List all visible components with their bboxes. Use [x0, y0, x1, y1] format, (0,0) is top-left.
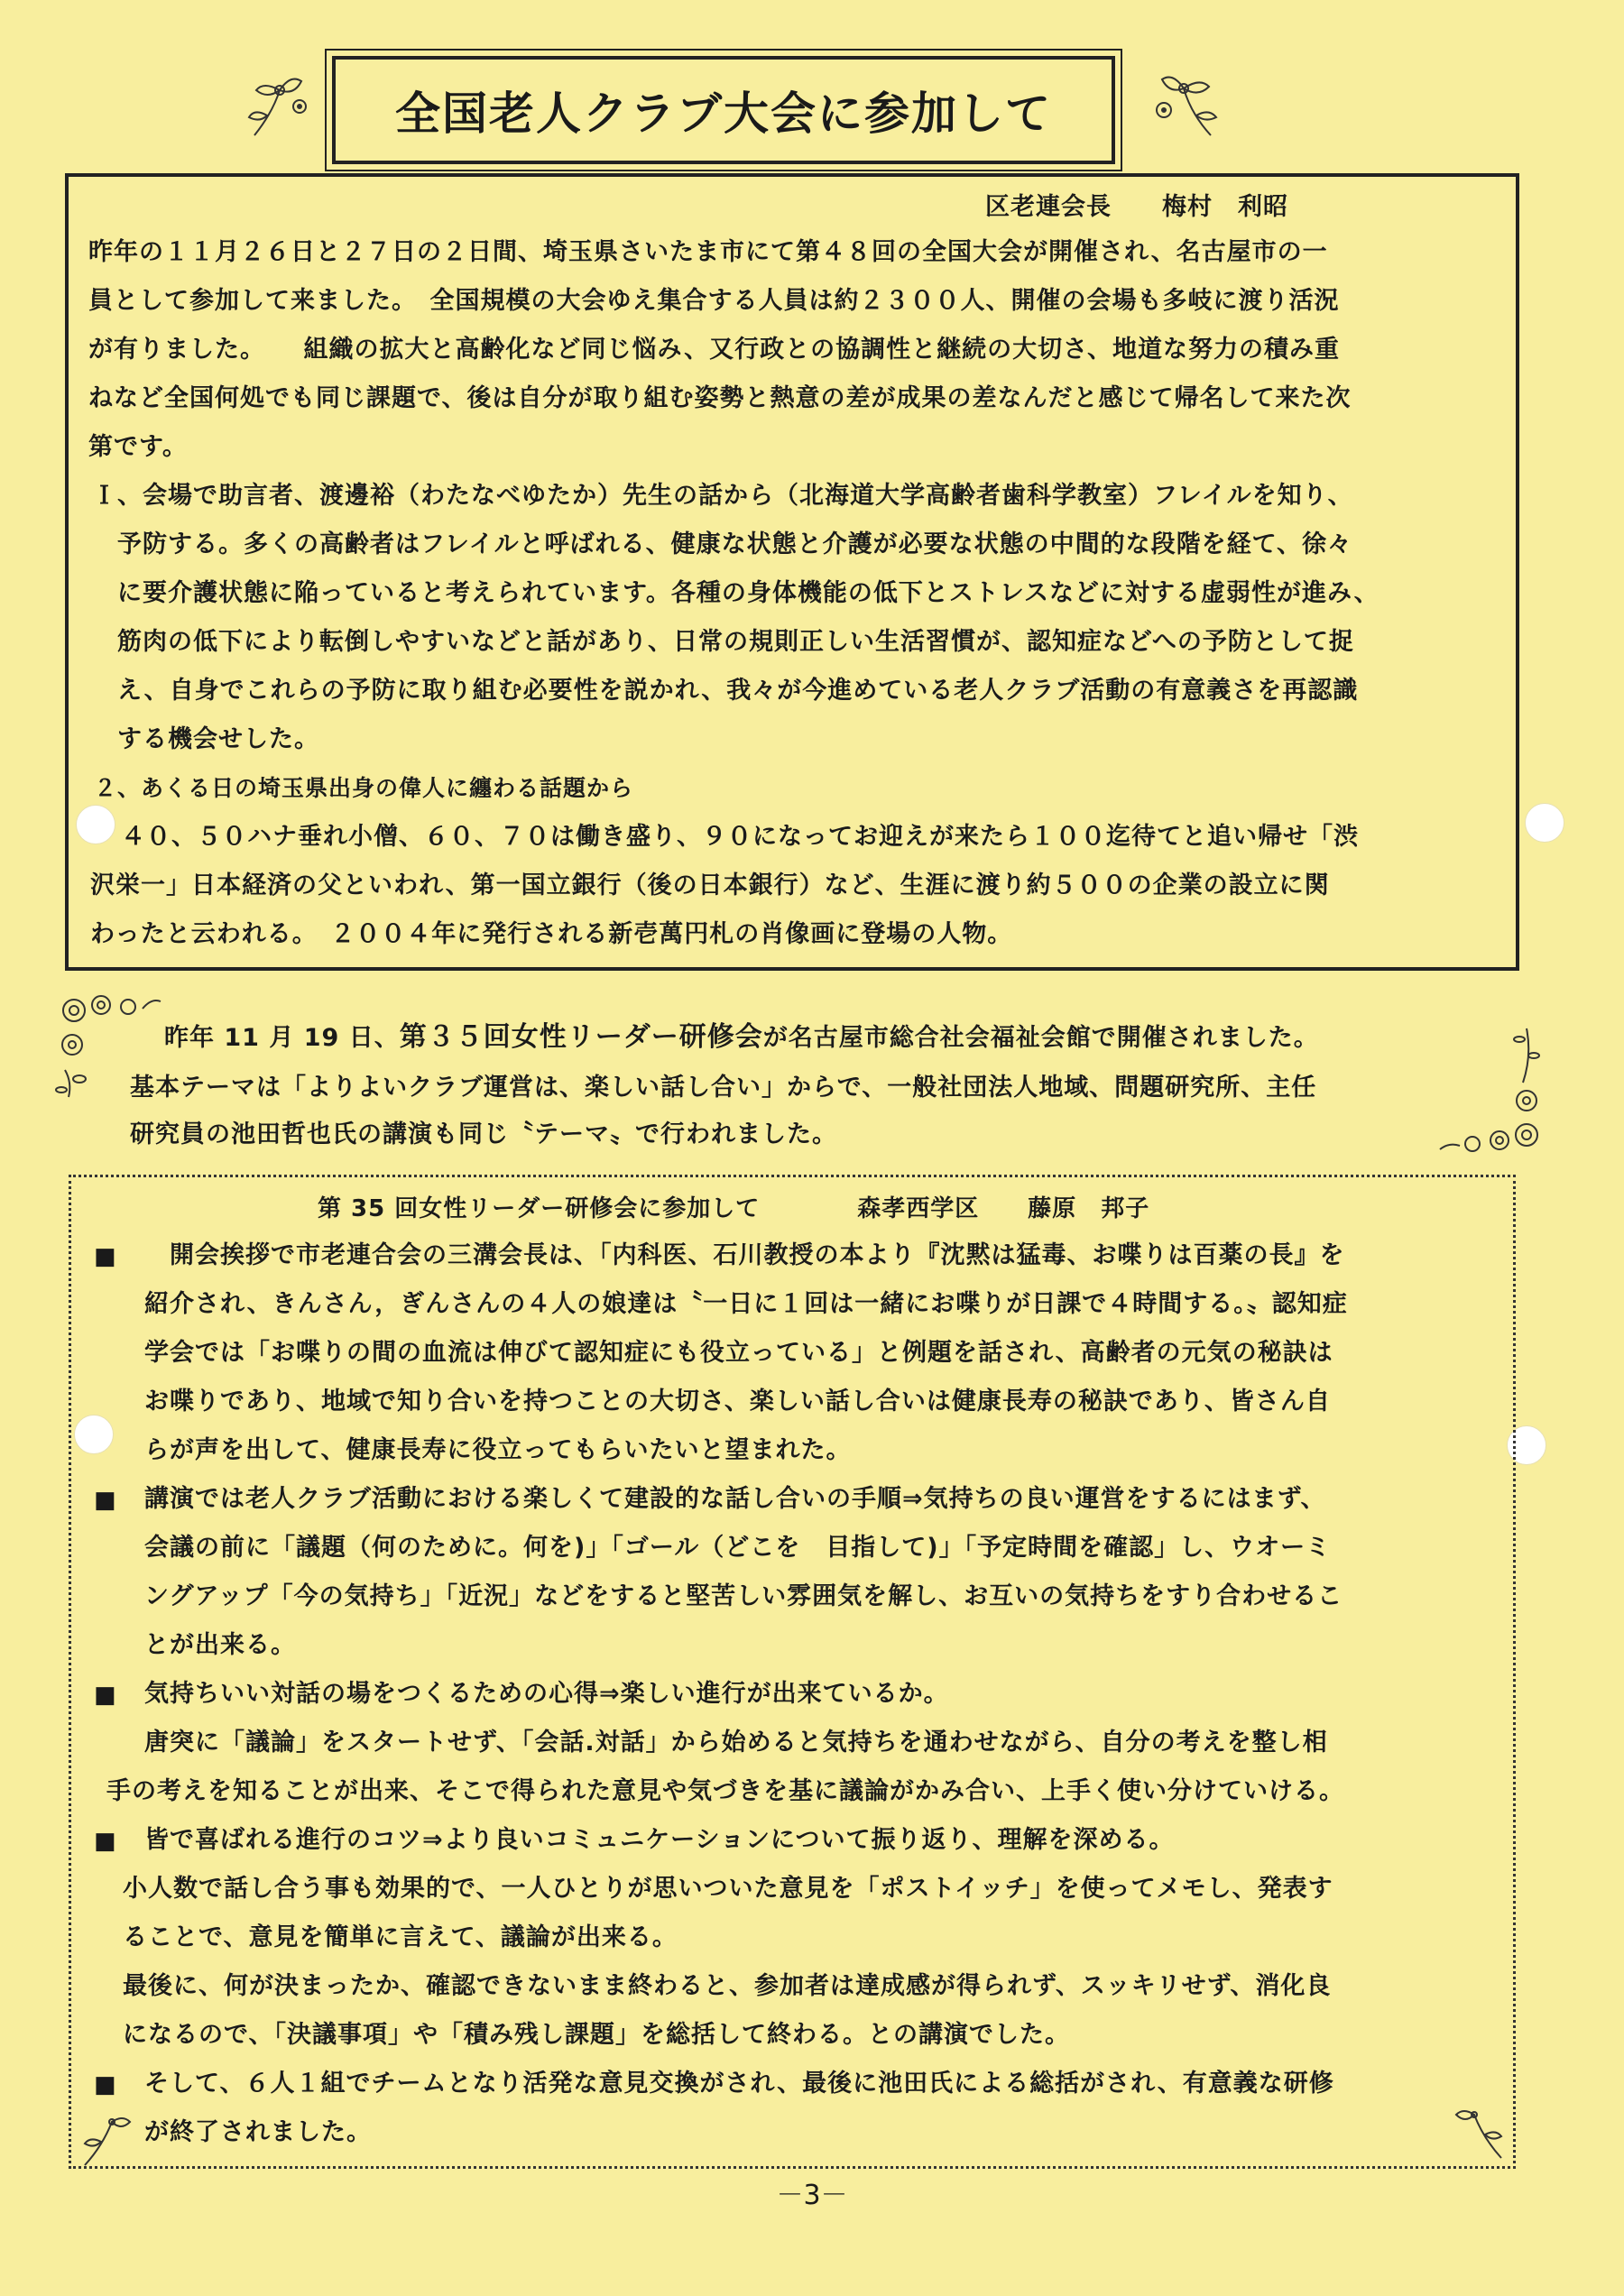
bullet-icon: ■ — [94, 1828, 116, 1855]
page-title: 全国老人クラブ大会に参加して — [395, 88, 1052, 140]
article-line: 予防する。多くの高齢者はフレイルと呼ばれる、健康な状態と介護が必要な状態の中間的な段階を経て、徐々 — [117, 530, 1353, 558]
article-line: とが出来る。 — [144, 1631, 296, 1659]
article-line: お喋りであり、地域で知り合いを持つことの大切さ、楽しい話し合いは健康長寿の秘訣であり、皆さん自 — [144, 1388, 1331, 1415]
article-author: 区老連会長 梅村 利昭 — [985, 193, 1288, 221]
intro-line-3: 研究員の池田哲也氏の講演も同じ〝テーマ〟で行われました。 — [130, 1120, 837, 1148]
article-line: ２、あくる日の埼玉県出身の偉人に纏わる話題から — [94, 775, 634, 801]
article-line: ねなど全国何処でも同じ課題で、後は自分が取り組む姿勢と熱意の差が成果の差なんだと感じて帰名して来た次 — [88, 384, 1352, 412]
article-line: ４０、５０ハナ垂れ小僧、６０、７０は働き盛り、９０になってお迎えが来たら１００迄待てと追い帰せ「渋 — [121, 823, 1359, 851]
article-line: 学会では「お喋りの間の血流は伸びて認知症にも役立っている」と例題を話され、高齢者の元気の秘訣は — [144, 1339, 1333, 1367]
article-line: え、自身でこれらの予防に取り組む必要性を説かれ、我々が今進めている老人クラブ活動の有意義さを再認識 — [117, 677, 1359, 705]
article-line: 気持ちいい対話の場をつくるための心得⇒楽しい進行が出来ているか。 — [144, 1680, 949, 1708]
article-line: が有りました。 組織の拡大と高齢化など同じ悩み、又行政との協調性と継続の大切さ、地道な努力の積み重 — [88, 336, 1341, 364]
article-line: 紹介され、きんさん，ぎんさんの４人の娘達は〝一日に１回は一緒にお喋りが日課で４時間する。〟認知症 — [144, 1290, 1348, 1318]
title-frame — [332, 56, 1115, 164]
flower-ornament-bottom-right-icon — [1447, 2102, 1510, 2165]
article-line: Ｉ、会場で助言者、渡邊裕（わたなべゆたか）先生の話から（北海道大学高齢者歯科学教室）フレイルを知り、 — [92, 482, 1353, 510]
article-line: 開会挨拶で市老連合会の三溝会長は、「内科医、石川教授の本より『沈黙は猛毒、お喋りは百薬の長』を — [144, 1241, 1345, 1269]
article-line: 皆で喜ばれる進行のコツ⇒より良いコミュニケーションについて振り返り、理解を深める。 — [144, 1826, 1175, 1854]
flower-ornament-right-icon — [1139, 60, 1229, 150]
article-line: に要介護状態に陥っていると考えられています。各種の身体機能の低下とストレスなどに対する虚弱性が進み、 — [117, 579, 1379, 607]
article-line: わったと云われる。 ２００４年に発行される新壱萬円札の肖像画に登場の人物。 — [90, 920, 1013, 948]
article-line: 講演では老人クラブ活動における楽しくて建設的な話し合いの手順⇒気持ちの良い運営をするにはまず、 — [144, 1485, 1326, 1513]
intro-suffix: が名古屋市総合社会福祉会館で開催されました。 — [762, 1024, 1319, 1052]
bullet-icon: ■ — [94, 2071, 116, 2098]
rose-ornament-right-icon — [1433, 1019, 1550, 1164]
article-line: 沢栄一」日本経済の父といわれ、第一国立銀行（後の日本銀行）など、生涯に渡り約５００の企業の設立に関 — [90, 871, 1330, 899]
punch-hole — [76, 805, 115, 844]
article-line: ングアップ「今の気持ち」「近況」などをすると堅苦しい雰囲気を解し、お互いの気持ちをすり合わせるこ — [144, 1582, 1343, 1610]
article-heading: 第 35 回女性リーダー研修会に参加して 森孝西学区 藤原 邦子 — [318, 1195, 1150, 1222]
article-line: らが声を出して、健康長寿に役立ってもらいたいと望まれた。 — [144, 1436, 852, 1464]
article-line: 小人数で話し合う事も効果的で、一人ひとりが思いついた意見を「ポストイッチ」を使ってメモし、発表す — [123, 1875, 1333, 1903]
article-line: ることで、意見を簡単に言えて、議論が出来る。 — [123, 1923, 678, 1951]
article-line: 第です。 — [88, 433, 188, 461]
intro-line-2: 基本テーマは「よりよいクラブ運営は、楽しい話し合い」からで、一般社団法人地域、問題研究所、主任 — [130, 1074, 1317, 1102]
article-line: する機会せした。 — [117, 725, 319, 753]
article-line: 会議の前に「議題（何のために。何を)」「ゴール（どこを 目指して)」「予定時間を確認」し、ウオーミ — [144, 1534, 1332, 1562]
page-number: －3－ — [776, 2180, 848, 2211]
intro-line-1 — [164, 1018, 1319, 1058]
article-line: 員として参加して来ました。 全国規模の大会ゆえ集合する人員は約２３００人、開催の会場も多岐に渡り活況 — [88, 287, 1340, 315]
flower-ornament-bottom-left-icon — [76, 2109, 139, 2172]
article-line: になるので、「決議事項」や「積み残し課題」を総括して終わる。との講演でした。 — [123, 2021, 1070, 2049]
article-line: 昨年の１１月２６日と２７日の２日間、埼玉県さいたま市にて第４８回の全国大会が開催され、名古屋市の一 — [88, 238, 1328, 266]
punch-hole — [1525, 803, 1564, 843]
intro-event-name: 第３５回女性リーダー研修会 — [399, 1021, 763, 1053]
article-line: そして、６人１組でチームとなり活発な意見交換がされ、最後に池田氏による総括がされ、有意義な研修 — [144, 2070, 1334, 2098]
article-line: が終了されました。 — [144, 2118, 372, 2146]
article-line: 手の考えを知ることが出来、そこで得られた意見や気づきを基に議論がかみ合い、上手く使い分けていける。 — [106, 1777, 1344, 1805]
bullet-icon: ■ — [94, 1682, 116, 1709]
article-line: 筋肉の低下により転倒しやすいなどと話があり、日常の規則正しい生活習慣が、認知症などへの予防として捉 — [117, 628, 1354, 656]
intro-prefix: 昨年 11 月 19 日、 — [164, 1024, 400, 1052]
bullet-icon: ■ — [94, 1487, 116, 1514]
article-line: 最後に、何が決まったか、確認できないまま終わると、参加者は達成感が得られず、スッキリせず、消化良 — [123, 1972, 1332, 2000]
bullet-icon: ■ — [94, 1243, 116, 1270]
article-line: 唐突に「議論」をスタートせず、「会話.対話」から始めると気持ちを通わせながら、自分の考えを整し相 — [144, 1729, 1328, 1757]
flower-ornament-left-icon — [236, 63, 323, 150]
